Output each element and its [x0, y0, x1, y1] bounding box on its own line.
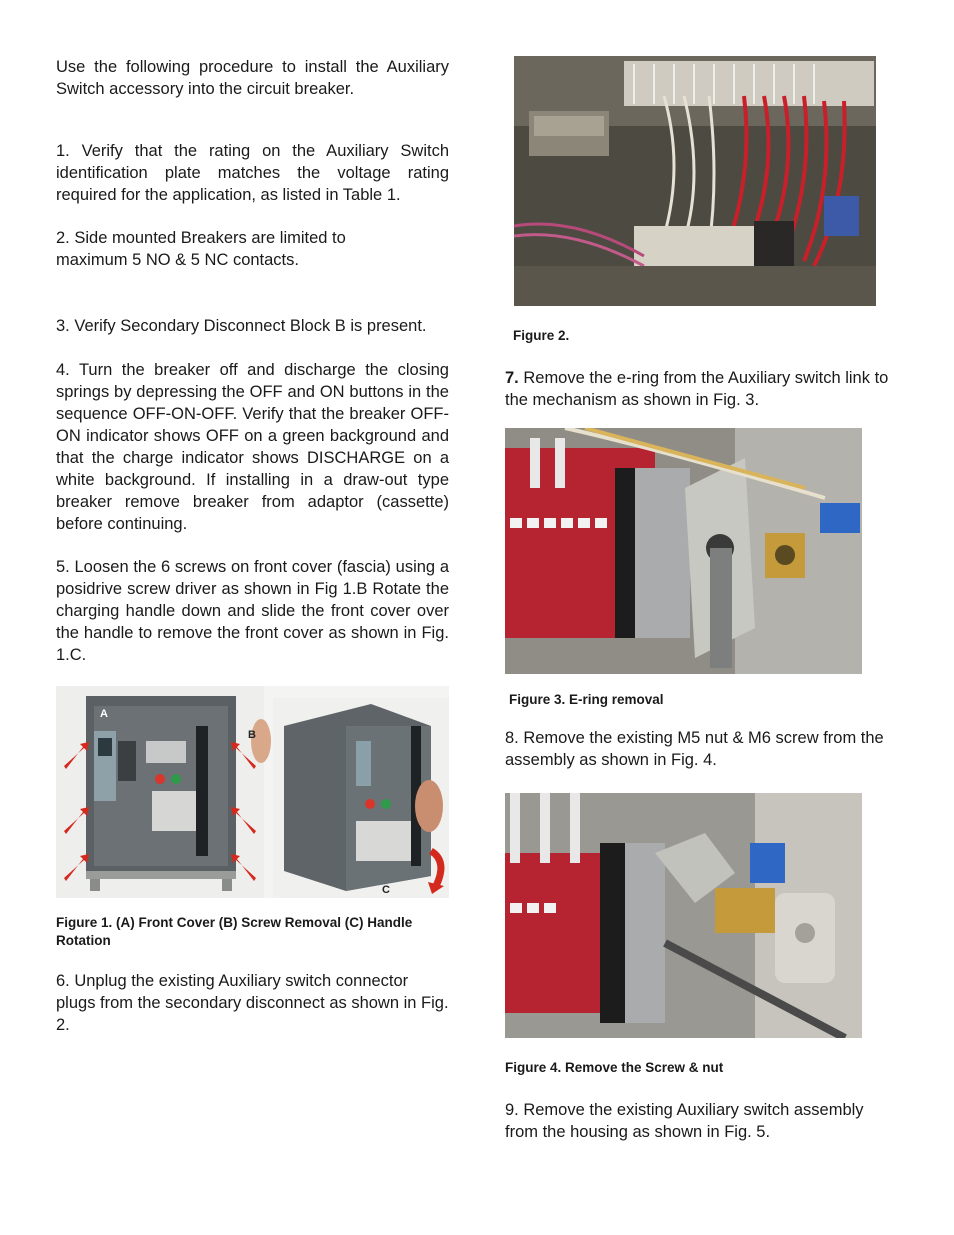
step-9-paragraph: 9. Remove the existing Auxiliary switch assembly from the housing as shown in Fig. 5. — [505, 1101, 864, 1141]
step-2-line-2: maximum 5 NO & 5 NC contacts. — [56, 251, 299, 269]
step-7-paragraph — [505, 367, 890, 411]
figure-1-label-b: B — [248, 729, 256, 741]
step-8-paragraph: 8. Remove the existing M5 nut & M6 screw from the assembly as shown in Fig. 4. — [505, 729, 884, 769]
figure-1-label-c: C — [382, 884, 390, 896]
figure-4-caption: Figure 4. Remove the Screw & nut — [505, 1060, 724, 1075]
step-1-paragraph: 1. Verify that the rating on the Auxiliary Switch identification plate matches the voltage rating required for the application, as listed in Table 1. — [56, 142, 449, 204]
figure-3-image — [505, 428, 862, 674]
step-4-paragraph: 4. Turn the breaker off and discharge the closing springs by depressing the OFF and ON buttons in the sequence OFF-ON-OFF. Verify that the breaker OFF-ON indicator shows OFF on a green background and that the charge indicator shows DISCHARGE on a white background. If installing in a draw-out type breaker remove breaker from adaptor (cassette) before continuing. — [56, 361, 449, 533]
step-2-line-1: 2. Side mounted Breakers are limited to — [56, 229, 346, 247]
step-5-paragraph: 5. Loosen the 6 screws on front cover (fascia) using a posidrive screw driver as shown in Fig 1.B Rotate the charging handle down and slide the front cover over the handle to remove the front cover as shown in Fig. 1.C. — [56, 558, 449, 664]
figure-2-image — [514, 56, 876, 306]
step-2-paragraph — [56, 227, 449, 271]
figure-3-caption: Figure 3. E-ring removal — [509, 692, 664, 707]
figure-4-image — [505, 793, 862, 1038]
figure-2-caption: Figure 2. — [513, 328, 570, 343]
figure-1-image — [56, 686, 449, 898]
step-3-paragraph: 3. Verify Secondary Disconnect Block B is present. — [56, 317, 427, 335]
figure-1-label-a: A — [100, 708, 108, 720]
figure-1-caption: Figure 1. (A) Front Cover (B) Screw Removal (C) Handle Rotation — [56, 915, 413, 948]
intro-paragraph: Use the following procedure to install the Auxiliary Switch accessory into the circuit breaker. — [56, 58, 449, 98]
step-7-text: Remove the e-ring from the Auxiliary switch link to the mechanism as shown in Fig. 3. — [505, 369, 889, 409]
step-6-paragraph: 6. Unplug the existing Auxiliary switch connector plugs from the secondary disconnect as shown in Fig. 2. — [56, 972, 449, 1034]
step-7-number: 7. — [505, 369, 519, 387]
